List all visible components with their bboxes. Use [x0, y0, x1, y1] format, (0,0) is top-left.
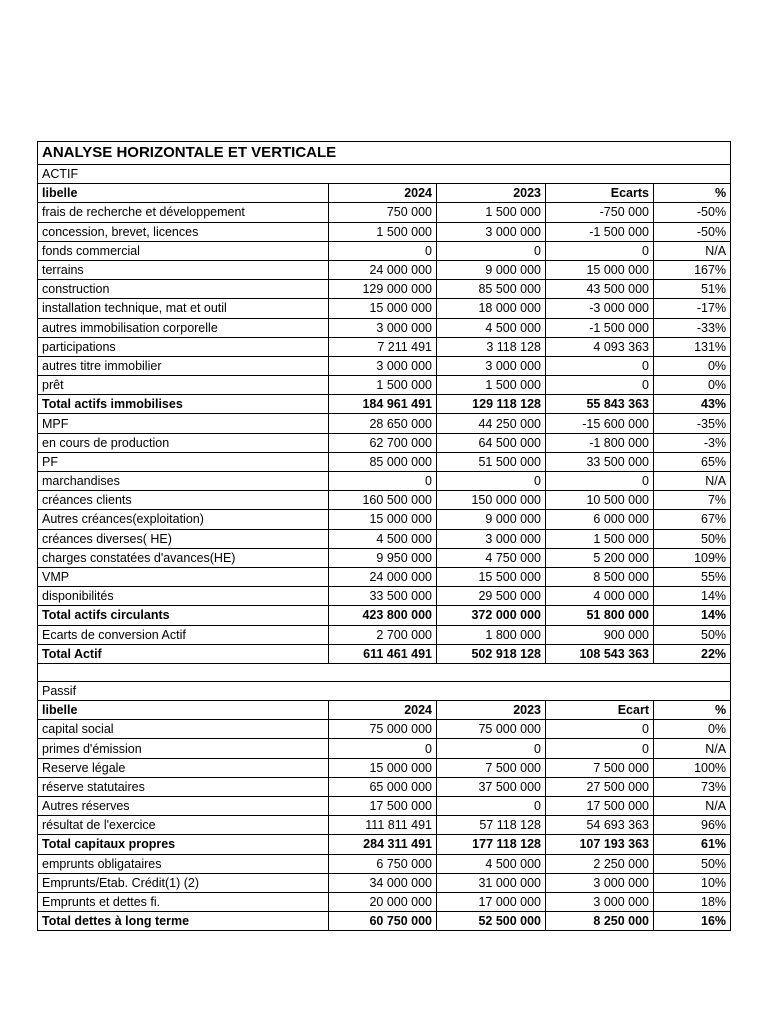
cell-libelle: Autres créances(exploitation)	[38, 510, 329, 529]
table-row	[38, 548, 731, 567]
cell-ecart: 8 500 000	[546, 567, 654, 586]
cell-2024: 62 700 000	[329, 433, 437, 452]
cell-pct: 109%	[654, 548, 731, 567]
section-row	[38, 165, 731, 184]
cell-pct: N/A	[654, 241, 731, 260]
cell-libelle: autres titre immobilier	[38, 356, 329, 375]
cell-2024: 6 750 000	[329, 854, 437, 873]
cell-2023: 29 500 000	[437, 587, 546, 606]
cell-libelle: marchandises	[38, 472, 329, 491]
cell-pct: 14%	[654, 587, 731, 606]
table-row	[38, 280, 731, 299]
cell-ecart: -1 500 000	[546, 222, 654, 241]
cell-2023: 1 500 000	[437, 203, 546, 222]
cell-2024: 75 000 000	[329, 720, 437, 739]
cell-2023: 17 000 000	[437, 892, 546, 911]
cell-ecart: 33 500 000	[546, 452, 654, 471]
table-row	[38, 797, 731, 816]
cell-ecart: 0	[546, 241, 654, 260]
total-row	[38, 606, 731, 625]
table-row	[38, 491, 731, 510]
table-row	[38, 510, 731, 529]
cell-ecart: 55 843 363	[546, 395, 654, 414]
cell-2023: 44 250 000	[437, 414, 546, 433]
table-row	[38, 337, 731, 356]
header-ecarts: Ecarts	[546, 184, 654, 203]
cell-2024: 2 700 000	[329, 625, 437, 644]
cell-2024: 611 461 491	[329, 644, 437, 663]
cell-ecart: 108 543 363	[546, 644, 654, 663]
cell-pct: 67%	[654, 510, 731, 529]
header-2024: 2024	[329, 701, 437, 720]
cell-2024: 750 000	[329, 203, 437, 222]
header-2023: 2023	[437, 701, 546, 720]
table-row	[38, 816, 731, 835]
cell-libelle: Total actifs circulants	[38, 606, 329, 625]
cell-libelle: Total Actif	[38, 644, 329, 663]
cell-2024: 60 750 000	[329, 912, 437, 931]
cell-libelle: charges constatées d'avances(HE)	[38, 548, 329, 567]
cell-2024: 17 500 000	[329, 797, 437, 816]
cell-2024: 0	[329, 472, 437, 491]
spacer-row	[38, 663, 731, 681]
table-row	[38, 203, 731, 222]
cell-pct: 96%	[654, 816, 731, 835]
table-title: ANALYSE HORIZONTALE ET VERTICALE	[38, 142, 731, 165]
cell-libelle: Emprunts et dettes fi.	[38, 892, 329, 911]
cell-2023: 57 118 128	[437, 816, 546, 835]
cell-2023: 4 500 000	[437, 318, 546, 337]
cell-pct: 0%	[654, 376, 731, 395]
table-row	[38, 587, 731, 606]
cell-2024: 284 311 491	[329, 835, 437, 854]
cell-2023: 1 800 000	[437, 625, 546, 644]
cell-2024: 24 000 000	[329, 260, 437, 279]
cell-2024: 3 000 000	[329, 318, 437, 337]
cell-pct: -33%	[654, 318, 731, 337]
cell-pct: 73%	[654, 777, 731, 796]
cell-pct: 0%	[654, 720, 731, 739]
cell-pct: 131%	[654, 337, 731, 356]
cell-2023: 4 500 000	[437, 854, 546, 873]
cell-pct: -17%	[654, 299, 731, 318]
cell-2024: 3 000 000	[329, 356, 437, 375]
cell-2024: 9 950 000	[329, 548, 437, 567]
section-label-passif: Passif	[38, 681, 731, 700]
cell-pct: 7%	[654, 491, 731, 510]
cell-libelle: concession, brevet, licences	[38, 222, 329, 241]
cell-2024: 34 000 000	[329, 873, 437, 892]
table-row	[38, 873, 731, 892]
total-row	[38, 912, 731, 931]
table-row	[38, 452, 731, 471]
cell-libelle: primes d'émission	[38, 739, 329, 758]
cell-libelle: Emprunts/Etab. Crédit(1) (2)	[38, 873, 329, 892]
cell-pct: 61%	[654, 835, 731, 854]
header-row	[38, 184, 731, 203]
cell-ecart: 54 693 363	[546, 816, 654, 835]
cell-libelle: créances diverses( HE)	[38, 529, 329, 548]
cell-ecart: 2 250 000	[546, 854, 654, 873]
cell-ecart: -15 600 000	[546, 414, 654, 433]
cell-2023: 1 500 000	[437, 376, 546, 395]
cell-libelle: Total capitaux propres	[38, 835, 329, 854]
cell-pct: N/A	[654, 797, 731, 816]
cell-2023: 0	[437, 472, 546, 491]
cell-2023: 4 750 000	[437, 548, 546, 567]
cell-ecart: 15 000 000	[546, 260, 654, 279]
cell-2023: 3 000 000	[437, 222, 546, 241]
cell-2023: 502 918 128	[437, 644, 546, 663]
cell-2023: 52 500 000	[437, 912, 546, 931]
cell-pct: -3%	[654, 433, 731, 452]
section-label-actif: ACTIF	[38, 165, 731, 184]
cell-2023: 31 000 000	[437, 873, 546, 892]
cell-2023: 75 000 000	[437, 720, 546, 739]
cell-2024: 7 211 491	[329, 337, 437, 356]
header-pct: %	[654, 184, 731, 203]
table-body	[38, 142, 731, 931]
cell-pct: 22%	[654, 644, 731, 663]
cell-2024: 1 500 000	[329, 222, 437, 241]
cell-libelle: PF	[38, 452, 329, 471]
cell-ecart: 43 500 000	[546, 280, 654, 299]
cell-ecart: 27 500 000	[546, 777, 654, 796]
table-row	[38, 739, 731, 758]
cell-2023: 18 000 000	[437, 299, 546, 318]
table-row	[38, 376, 731, 395]
cell-2024: 160 500 000	[329, 491, 437, 510]
header-row	[38, 701, 731, 720]
cell-2024: 184 961 491	[329, 395, 437, 414]
cell-libelle: autres immobilisation corporelle	[38, 318, 329, 337]
total-row	[38, 395, 731, 414]
table-row	[38, 414, 731, 433]
cell-2024: 0	[329, 241, 437, 260]
cell-pct: 51%	[654, 280, 731, 299]
cell-2024: 24 000 000	[329, 567, 437, 586]
cell-libelle: Ecarts de conversion Actif	[38, 625, 329, 644]
cell-2023: 15 500 000	[437, 567, 546, 586]
cell-pct: N/A	[654, 472, 731, 491]
table-row	[38, 356, 731, 375]
cell-2024: 4 500 000	[329, 529, 437, 548]
cell-2023: 150 000 000	[437, 491, 546, 510]
cell-libelle: construction	[38, 280, 329, 299]
cell-libelle: réserve statutaires	[38, 777, 329, 796]
table-row	[38, 625, 731, 644]
cell-libelle: VMP	[38, 567, 329, 586]
cell-2023: 85 500 000	[437, 280, 546, 299]
cell-libelle: Autres réserves	[38, 797, 329, 816]
title-row	[38, 142, 731, 165]
table-row	[38, 567, 731, 586]
cell-2023: 177 118 128	[437, 835, 546, 854]
table-row	[38, 433, 731, 452]
cell-ecart: 6 000 000	[546, 510, 654, 529]
cell-libelle: emprunts obligataires	[38, 854, 329, 873]
cell-libelle: disponibilités	[38, 587, 329, 606]
cell-pct: 10%	[654, 873, 731, 892]
cell-ecart: 17 500 000	[546, 797, 654, 816]
cell-2023: 372 000 000	[437, 606, 546, 625]
analysis-table	[37, 141, 731, 931]
cell-libelle: capital social	[38, 720, 329, 739]
cell-2023: 51 500 000	[437, 452, 546, 471]
cell-2024: 20 000 000	[329, 892, 437, 911]
cell-2023: 9 000 000	[437, 510, 546, 529]
cell-2024: 0	[329, 739, 437, 758]
cell-2023: 0	[437, 739, 546, 758]
cell-ecart: -3 000 000	[546, 299, 654, 318]
cell-2023: 129 118 128	[437, 395, 546, 414]
cell-2024: 15 000 000	[329, 299, 437, 318]
cell-libelle: résultat de l'exercice	[38, 816, 329, 835]
cell-pct: -50%	[654, 222, 731, 241]
cell-ecart: 1 500 000	[546, 529, 654, 548]
cell-ecart: 0	[546, 356, 654, 375]
table-row	[38, 299, 731, 318]
cell-pct: N/A	[654, 739, 731, 758]
cell-libelle: créances clients	[38, 491, 329, 510]
table-row	[38, 777, 731, 796]
cell-ecart: 8 250 000	[546, 912, 654, 931]
header-2024: 2024	[329, 184, 437, 203]
cell-2024: 129 000 000	[329, 280, 437, 299]
cell-libelle: terrains	[38, 260, 329, 279]
cell-ecart: -1 500 000	[546, 318, 654, 337]
cell-ecart: 3 000 000	[546, 873, 654, 892]
cell-pct: 50%	[654, 854, 731, 873]
cell-2023: 3 000 000	[437, 529, 546, 548]
table-row	[38, 529, 731, 548]
cell-pct: -50%	[654, 203, 731, 222]
cell-2023: 0	[437, 241, 546, 260]
cell-libelle: en cours de production	[38, 433, 329, 452]
cell-2023: 37 500 000	[437, 777, 546, 796]
header-libelle: libelle	[38, 701, 329, 720]
header-2023: 2023	[437, 184, 546, 203]
cell-pct: 14%	[654, 606, 731, 625]
cell-2023: 7 500 000	[437, 758, 546, 777]
cell-2023: 3 000 000	[437, 356, 546, 375]
cell-2024: 423 800 000	[329, 606, 437, 625]
table-row	[38, 222, 731, 241]
table-row	[38, 472, 731, 491]
cell-pct: 16%	[654, 912, 731, 931]
cell-pct: -35%	[654, 414, 731, 433]
cell-libelle: Total dettes à long terme	[38, 912, 329, 931]
cell-2024: 28 650 000	[329, 414, 437, 433]
cell-ecart: 0	[546, 739, 654, 758]
cell-2024: 1 500 000	[329, 376, 437, 395]
table-row	[38, 854, 731, 873]
cell-pct: 65%	[654, 452, 731, 471]
cell-2023: 0	[437, 797, 546, 816]
cell-libelle: MPF	[38, 414, 329, 433]
cell-libelle: frais de recherche et développement	[38, 203, 329, 222]
header-pct: %	[654, 701, 731, 720]
cell-ecart: 7 500 000	[546, 758, 654, 777]
cell-ecart: 4 093 363	[546, 337, 654, 356]
table-row	[38, 241, 731, 260]
cell-libelle: Total actifs immobilises	[38, 395, 329, 414]
cell-2023: 9 000 000	[437, 260, 546, 279]
cell-pct: 0%	[654, 356, 731, 375]
cell-libelle: Reserve légale	[38, 758, 329, 777]
table-row	[38, 720, 731, 739]
cell-pct: 50%	[654, 625, 731, 644]
cell-libelle: fonds commercial	[38, 241, 329, 260]
total-row	[38, 835, 731, 854]
table-row	[38, 892, 731, 911]
cell-2024: 15 000 000	[329, 758, 437, 777]
cell-pct: 43%	[654, 395, 731, 414]
cell-ecart: -1 800 000	[546, 433, 654, 452]
cell-ecart: 10 500 000	[546, 491, 654, 510]
cell-2023: 64 500 000	[437, 433, 546, 452]
table-row	[38, 318, 731, 337]
cell-libelle: prêt	[38, 376, 329, 395]
cell-pct: 50%	[654, 529, 731, 548]
cell-2024: 85 000 000	[329, 452, 437, 471]
cell-ecart: -750 000	[546, 203, 654, 222]
header-ecart: Ecart	[546, 701, 654, 720]
total-row	[38, 644, 731, 663]
cell-ecart: 0	[546, 720, 654, 739]
cell-ecart: 900 000	[546, 625, 654, 644]
table-row	[38, 758, 731, 777]
cell-ecart: 3 000 000	[546, 892, 654, 911]
cell-2024: 111 811 491	[329, 816, 437, 835]
cell-pct: 55%	[654, 567, 731, 586]
cell-ecart: 5 200 000	[546, 548, 654, 567]
cell-2024: 33 500 000	[329, 587, 437, 606]
cell-pct: 100%	[654, 758, 731, 777]
cell-ecart: 4 000 000	[546, 587, 654, 606]
cell-2024: 15 000 000	[329, 510, 437, 529]
section-row	[38, 681, 731, 700]
cell-2023: 3 118 128	[437, 337, 546, 356]
cell-pct: 167%	[654, 260, 731, 279]
cell-libelle: participations	[38, 337, 329, 356]
cell-ecart: 0	[546, 472, 654, 491]
cell-ecart: 0	[546, 376, 654, 395]
header-libelle: libelle	[38, 184, 329, 203]
cell-ecart: 51 800 000	[546, 606, 654, 625]
table-row	[38, 260, 731, 279]
cell-ecart: 107 193 363	[546, 835, 654, 854]
cell-2024: 65 000 000	[329, 777, 437, 796]
cell-pct: 18%	[654, 892, 731, 911]
cell-libelle: installation technique, mat et outil	[38, 299, 329, 318]
